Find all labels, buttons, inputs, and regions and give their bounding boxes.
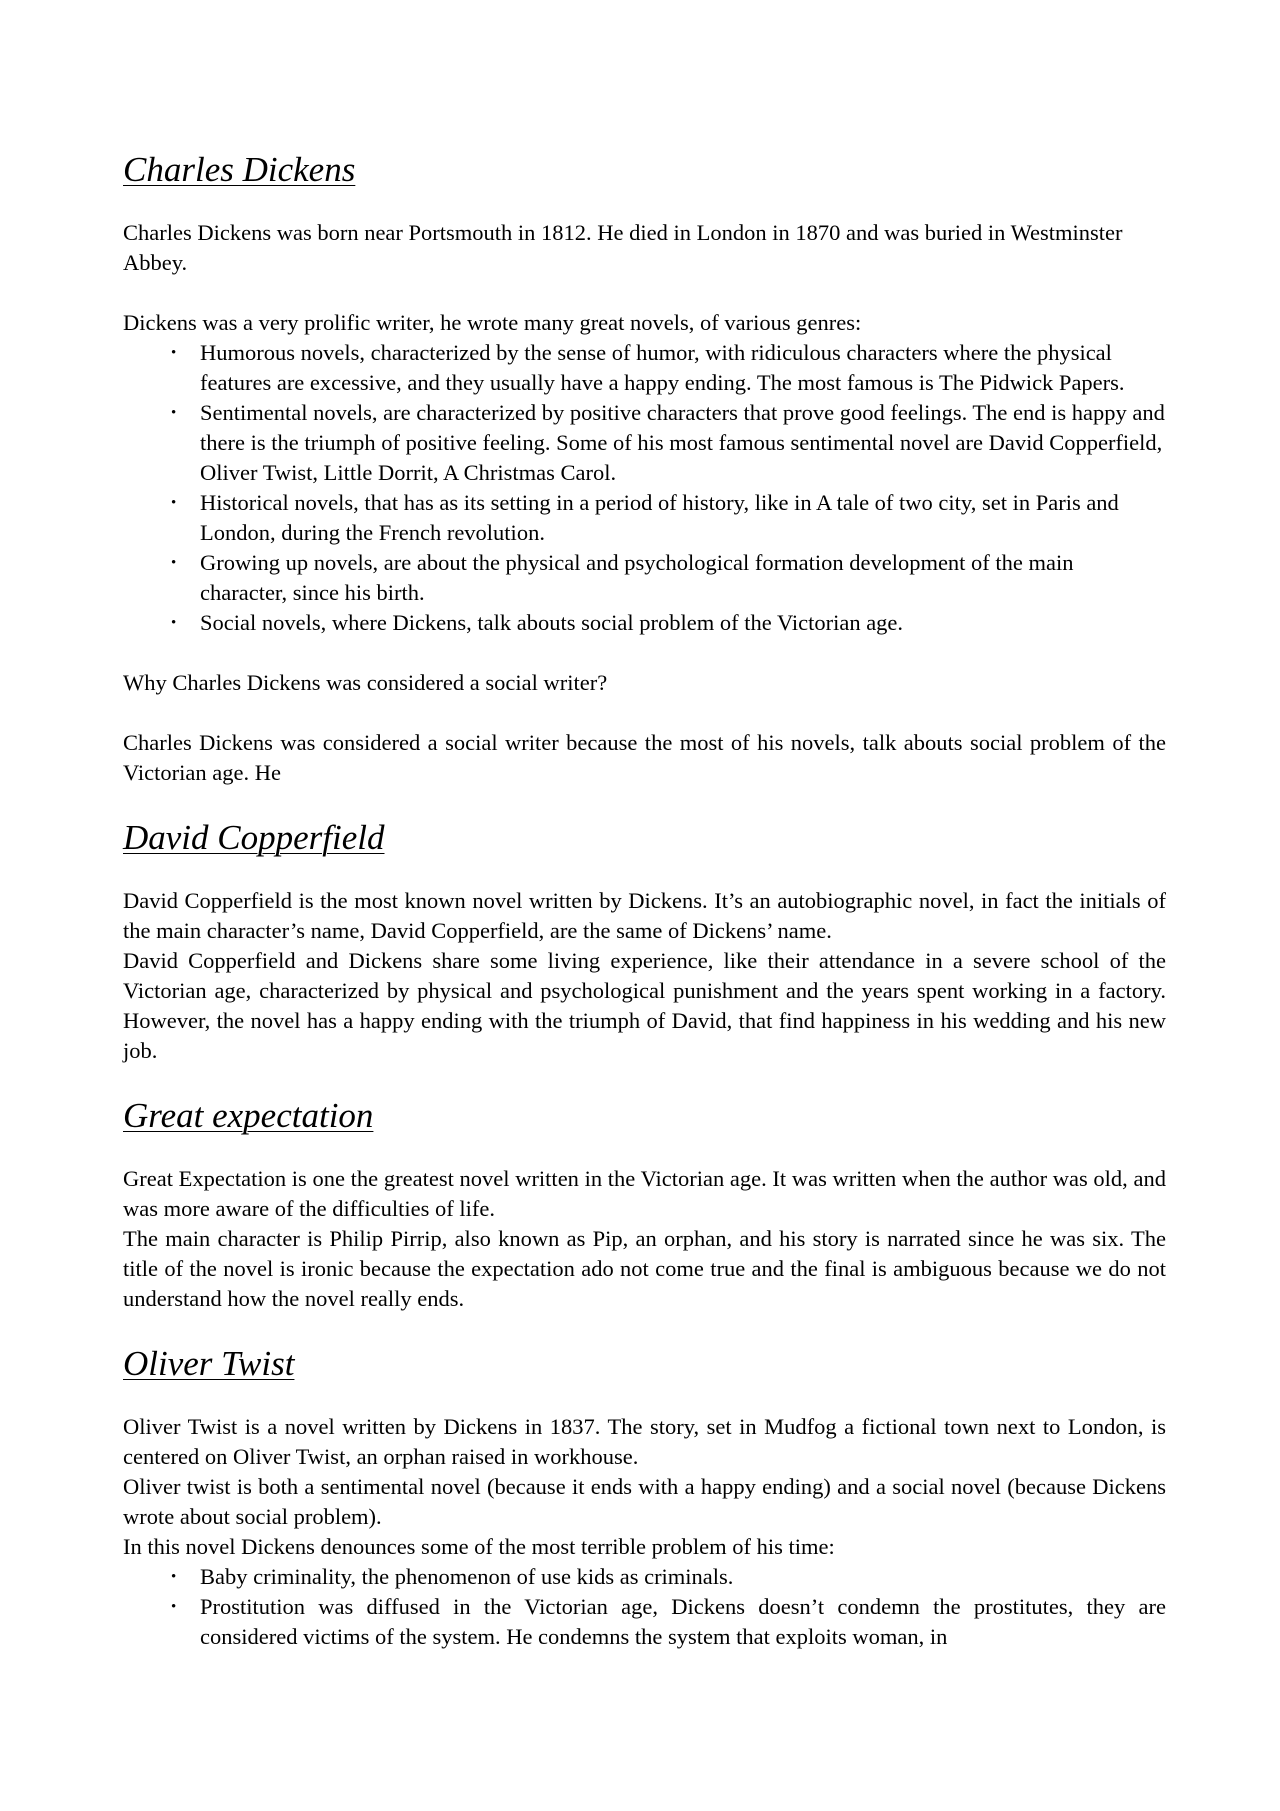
section-title-charles-dickens: Charles Dickens xyxy=(123,150,356,189)
paragraph-birth: Charles Dickens was born near Portsmouth in 1812. He died in London in 1870 and was buried in Westminster Abbey. xyxy=(123,220,1123,275)
paragraph-expectation-intro: Great Expectation is one the greatest novel written in the Victorian age. It was written when the author was old, and was more aware of the difficulties of life. xyxy=(123,1166,1166,1221)
paragraph-answer: Charles Dickens was considered a social writer because the most of his novels, talk abouts social problem of the Victorian age. He xyxy=(123,730,1166,785)
list-item xyxy=(171,608,1166,638)
list-item-text: Growing up novels, are about the physical and psychological formation development of the main character, since his birth. xyxy=(200,550,1074,605)
paragraph-copperfield-intro: David Copperfield is the most known novel written by Dickens. It’s an autobiographic novel, in fact the initials of the main character’s name, David Copperfield, are the same of Dickens’ name. xyxy=(123,888,1166,943)
list-item-text: Historical novels, that has as its setting in a period of history, like in A tale of two city, set in Paris and London, during the French revolution. xyxy=(200,490,1119,545)
bullet-icon: • xyxy=(171,1599,177,1615)
list-item-text: Baby criminality, the phenomenon of use kids as criminals. xyxy=(200,1564,734,1589)
section-title-great-expectation: Great expectation xyxy=(123,1096,374,1135)
list-item xyxy=(171,338,1166,398)
list-item-text: Prostitution was diffused in the Victorian age, Dickens doesn’t condemn the prostitutes, they are considered victims of the system. He condemns the system that exploits woman, in xyxy=(200,1594,1166,1649)
list-item-text: Sentimental novels, are characterized by positive characters that prove good feelings. The end is happy and there is the triumph of positive feeling. Some of his most famous sentimental novel are David Copperfield, Oliver Twist, Little Dorrit, A Christmas Carol. xyxy=(200,400,1165,485)
section-title-david-copperfield: David Copperfield xyxy=(123,818,385,857)
paragraph-expectation-pip: The main character is Philip Pirrip, also known as Pip, an orphan, and his story is narrated since he was six. The title of the novel is ironic because the expectation ado not come true and the final is ambiguous because we do not understand how the novel really ends. xyxy=(123,1226,1166,1311)
paragraph-genres-intro: Dickens was a very prolific writer, he wrote many great novels, of various genres: xyxy=(123,310,862,335)
list-item xyxy=(171,488,1166,548)
paragraph-question: Why Charles Dickens was considered a social writer? xyxy=(123,670,608,695)
list-item xyxy=(171,548,1166,608)
bullet-icon: • xyxy=(171,495,177,511)
paragraph-oliver-genre: Oliver twist is both a sentimental novel (because it ends with a happy ending) and a social novel (because Dickens wrote about social problem). xyxy=(123,1474,1166,1529)
list-item xyxy=(171,1562,1166,1592)
list-item xyxy=(171,398,1166,488)
list-item xyxy=(171,1592,1166,1652)
section-title-oliver-twist: Oliver Twist xyxy=(123,1344,295,1383)
paragraph-oliver-problems-intro: In this novel Dickens denounces some of the most terrible problem of his time: xyxy=(123,1534,835,1559)
bullet-icon: • xyxy=(171,555,177,571)
document-page xyxy=(123,150,1166,1652)
paragraph-oliver-intro: Oliver Twist is a novel written by Dickens in 1837. The story, set in Mudfog a fictional town next to London, is centered on Oliver Twist, an orphan raised in workhouse. xyxy=(123,1414,1166,1469)
bullet-icon: • xyxy=(171,615,177,631)
genres-list xyxy=(123,338,1166,638)
bullet-icon: • xyxy=(171,345,177,361)
bullet-icon: • xyxy=(171,405,177,421)
bullet-icon: • xyxy=(171,1569,177,1585)
paragraph-copperfield-experience: David Copperfield and Dickens share some living experience, like their attendance in a severe school of the Victorian age, characterized by physical and psychological punishment and the years spent working in a factory. However, the novel has a happy ending with the triumph of David, that find happiness in his wedding and his new job. xyxy=(123,948,1166,1063)
list-item-text: Humorous novels, characterized by the sense of humor, with ridiculous characters where the physical features are excessive, and they usually have a happy ending. The most famous is The Pidwick Papers. xyxy=(200,340,1125,395)
problems-list xyxy=(123,1562,1166,1652)
list-item-text: Social novels, where Dickens, talk abouts social problem of the Victorian age. xyxy=(200,610,904,635)
